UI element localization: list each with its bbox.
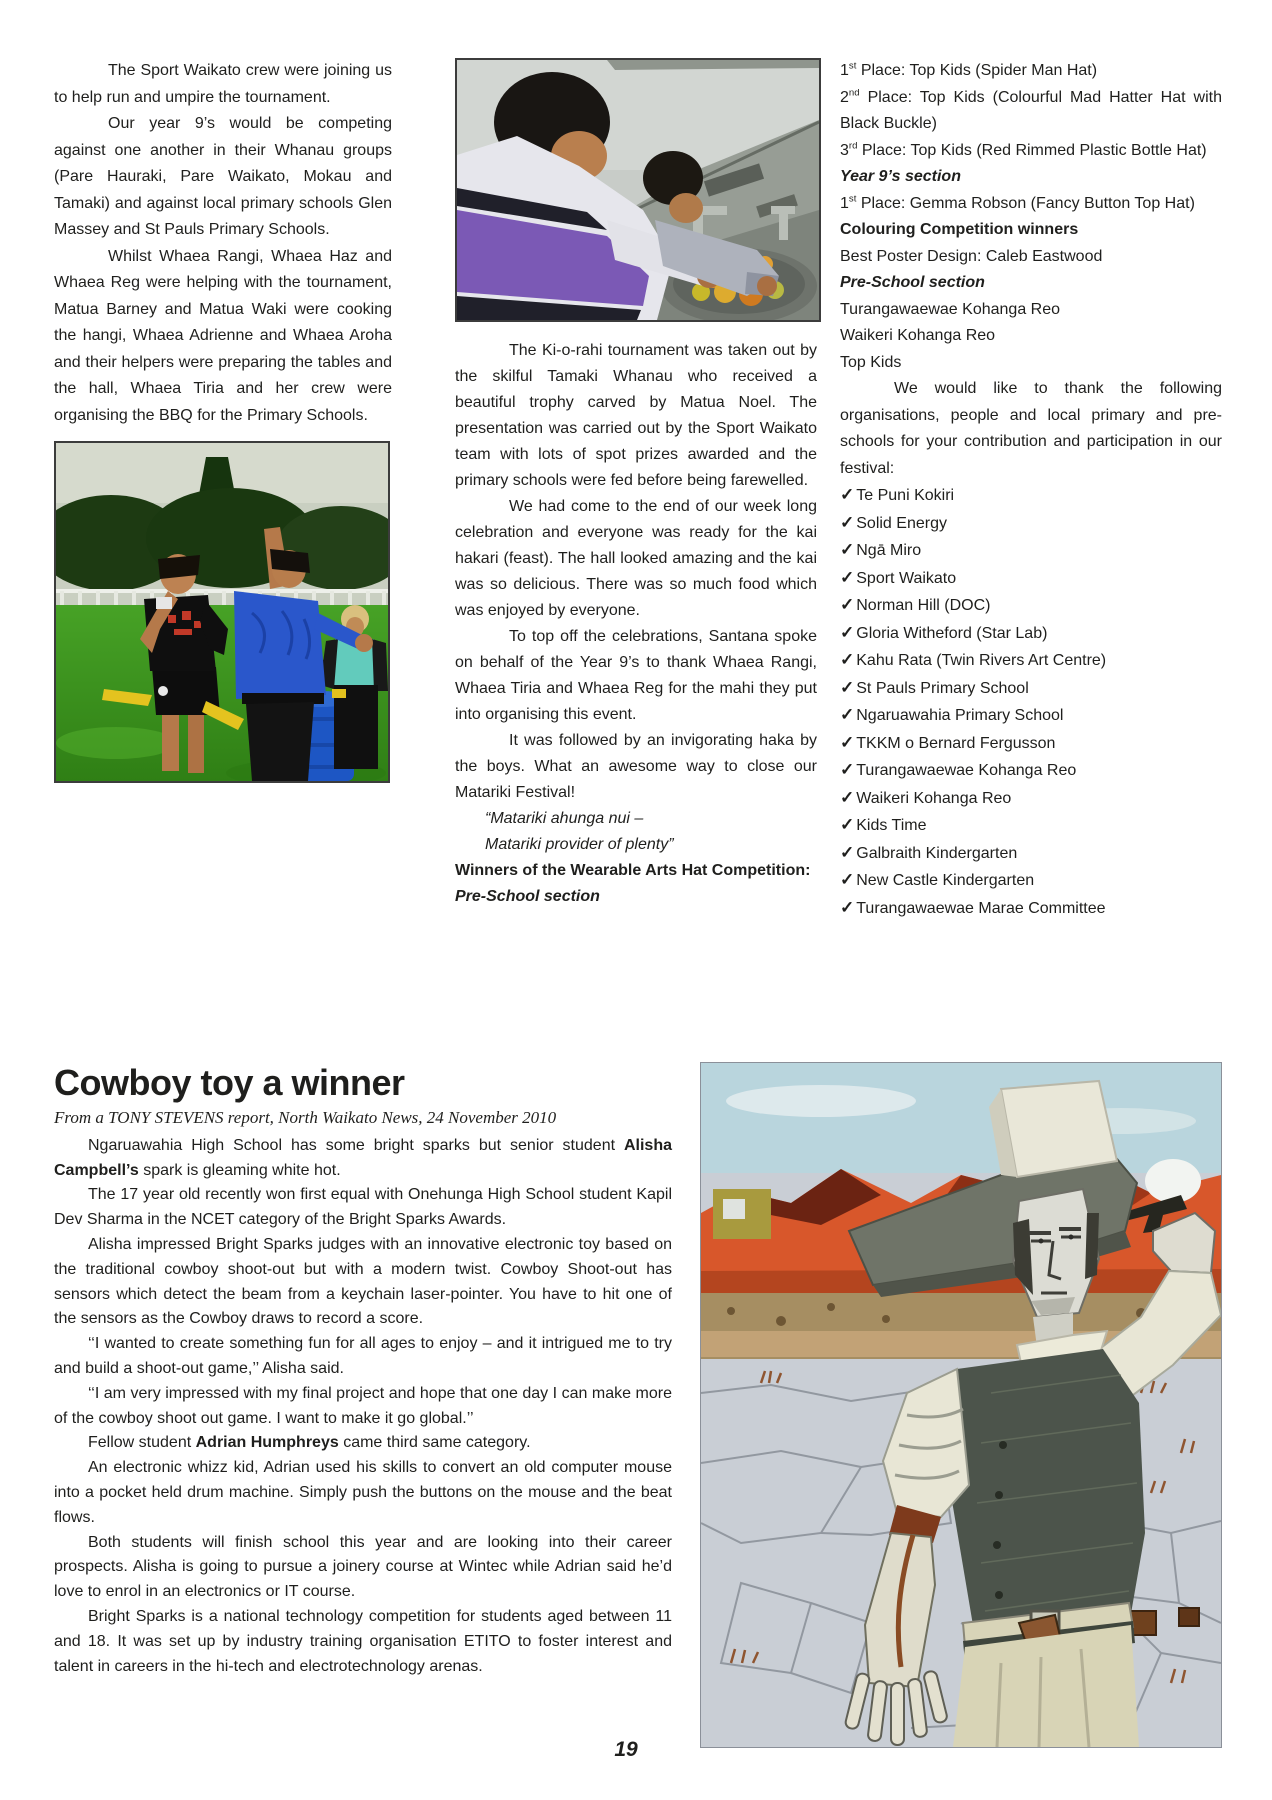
left-column [54,58,392,783]
check-icon: ✓ [840,842,855,862]
left-column-text [54,58,392,429]
checklist-item-label: Waikeri Kohanga Reo [856,789,1012,807]
checklist-item [840,895,1222,923]
text-block: Both students will finish school this year and are looking into their career prospects. Alisha is going to pursue a joinery course at Wintec while Adrian said he’d love to enrol in an electronics or IT course. [54,1533,672,1601]
check-icon: ✓ [840,567,855,587]
text-block: We would like to thank the following organisations, people and local primary and pre-schools for your contribution and participation in our festival: [840,380,1222,477]
right-column [840,58,1222,922]
checklist-item-label: Kids Time [856,817,927,834]
checklist-item [840,757,1222,785]
checklist-item-label: TKKM o Bernard Fergusson [856,734,1056,752]
text-block: Winners of the Wearable Arts Hat Competition: [455,862,811,879]
text-block: ‘‘I wanted to create something fun for all ages to enjoy – and it intrigued me to try and build a shoot-out game,’’ Alisha said. [54,1335,672,1378]
checklist-item-label: Gloria Witheford (Star Lab) [856,624,1048,642]
cowboy-artwork-illustration [701,1063,1221,1747]
sink-washing-photo [455,58,821,322]
checklist-item-label: Turangawaewae Marae Committee [856,899,1106,917]
checklist-item [840,592,1222,620]
checklist-item-label: Galbraith Kindergarten [856,844,1018,862]
text-block: 2nd Place: Top Kids (Colourful Mad Hatter Hat with Black Buckle) [840,87,1222,132]
checklist-item [840,785,1222,813]
thank-you-checklist [840,482,1222,922]
checklist-item [840,867,1222,895]
checklist-item [840,537,1222,565]
checklist-item-label: Kahu Rata (Twin Rivers Art Centre) [856,652,1107,669]
text-block: The 17 year old recently won first equal with Onehunga High School student Kapil Dev Sharma in the NCET category of the Bright Sparks Awards. [54,1186,672,1229]
checklist-item [840,482,1222,510]
text-block: An electronic whizz kid, Adrian used his skills to convert an old computer mouse into a pocket held drum machine. Simply push the buttons on the mouse and the beat flows. [54,1459,672,1526]
text-block: Turangawaewae Kohanga Reo [840,300,1061,318]
checklist-item [840,565,1222,593]
text-block: Our year 9’s would be competing against one another in their Whanau groups (Pare Hauraki, Pare Waikato, Mokau and Tamaki) and against local primary schools Glen Massey and St Pauls Primary Schools. [54,115,392,238]
text-block: ‘‘I am very impressed with my final project and hope that one day I can make more of the cowboy shoot out game. I want to make it go global.’’ [54,1384,672,1427]
middle-column [455,58,817,910]
text-block: Ngaruawahia High School has some bright sparks but senior student Alisha Campbell’s spark is gleaming white hot. [54,1136,672,1179]
check-icon: ✓ [840,512,855,532]
article-byline: From a TONY STEVENS report, North Waikato News, 24 November 2010 [54,1107,557,1127]
sink-washing-illustration [457,60,819,320]
text-block: Waikeri Kohanga Reo [840,327,996,344]
winners-list [840,58,1222,482]
checklist-item-label: New Castle Kindergarten [856,872,1035,889]
page-number: 19 [614,1738,638,1761]
text-block: Best Poster Design: Caleb Eastwood [840,247,1103,265]
checklist-item-label: Te Puni Kokiri [856,487,955,504]
checklist-item [840,675,1222,703]
text-block: 1st Place: Top Kids (Spider Man Hat) [840,60,1098,79]
text-block: 3rd Place: Top Kids (Red Rimmed Plastic Bottle Hat) [840,140,1207,159]
field-game-photo [54,441,390,783]
text-block: Top Kids [840,353,902,371]
text-block: The Sport Waikato crew were joining us to help run and umpire the tournament. [54,62,392,106]
check-icon: ✓ [840,705,855,724]
check-icon: ✓ [840,622,855,642]
cowboy-article [54,1064,672,1679]
middle-column-text [455,338,817,910]
checklist-item [840,620,1222,648]
checklist-item-label: Norman Hill (DOC) [856,597,991,614]
field-game-illustration [56,443,388,781]
text-block: “Matariki ahunga nui – [485,810,644,827]
checklist-item [840,840,1222,868]
check-icon: ✓ [840,870,855,889]
checklist-item-label: Turangawaewae Kohanga Reo [856,762,1077,779]
text-block: Year 9’s section [840,168,961,185]
checklist-item [840,812,1222,840]
checklist-item-label: Ngaruawahia Primary School [856,707,1064,724]
checklist-item-label: Sport Waikato [856,569,957,587]
text-block: Pre-School section [455,888,600,905]
check-icon: ✓ [840,677,855,697]
check-icon: ✓ [840,787,855,807]
text-block: 1st Place: Gemma Robson (Fancy Button Top Hat) [840,193,1195,212]
checklist-item [840,730,1222,758]
text-block: Pre-School section [840,274,985,291]
check-icon: ✓ [840,540,855,559]
check-icon: ✓ [840,650,855,669]
text-block: Colouring Competition winners [840,221,1079,238]
check-icon: ✓ [840,485,855,504]
checklist-item [840,702,1222,730]
text-block: We had come to the end of our week long celebration and everyone was ready for the kai hakari (feast). The hall looked amazing and the kai was so delicious. There was so much food which was enjoyed by everyone. [455,498,817,619]
checklist-item [840,510,1222,538]
text-block: The Ki-o-rahi tournament was taken out by the skilful Tamaki Whanau who received a beautiful trophy carved by Matua Noel. The presentation was carried out by the Sport Waikato team with lots of spot prizes awarded and the primary schools were fed before being farewelled. [455,342,817,489]
check-icon: ✓ [840,595,855,614]
check-icon: ✓ [840,732,855,752]
checklist-item-label: Ngā Miro [856,542,922,559]
checklist-item-label: Solid Energy [856,514,947,532]
article-body [54,1134,672,1680]
text-block: Fellow student Adrian Humphreys came third same category. [88,1434,531,1452]
article-title: Cowboy toy a winner [54,1062,405,1103]
text-block: To top off the celebrations, Santana spoke on behalf of the Year 9’s to thank Whaea Rangi, Whaea Tiria and Whaea Reg for the mahi they put into organising this event. [455,628,817,723]
cowboy-artwork-image [700,1062,1222,1748]
check-icon: ✓ [840,760,855,779]
text-block: It was followed by an invigorating haka by the boys. What an awesome way to close our Matariki Festival! [455,732,817,801]
checklist-item-label: St Pauls Primary School [856,679,1029,697]
text-block: Bright Sparks is a national technology competition for students aged between 11 and 18. It was set up by industry training organisation ETITO to foster interest and talent in careers in the hi-tech and electrotechnology arenas. [54,1608,672,1675]
checklist-item [840,647,1222,675]
text-block: Matariki provider of plenty” [485,836,674,853]
text-block: Alisha impressed Bright Sparks judges with an innovative electronic toy based on the traditional cowboy shoot-out but with a modern twist. Cowboy Shoot-out has sensors which detect the beam from a keychain laser-pointer. You have to hit one of the sensors as the Cowboy draws to record a score. [54,1236,672,1328]
check-icon: ✓ [840,815,855,834]
check-icon: ✓ [840,897,855,917]
text-block: Whilst Whaea Rangi, Whaea Haz and Whaea Reg were helping with the tournament, Matua Barney and Matua Waki were cooking the hangi, Whaea Adrienne and Whaea Aroha and their helpers were preparing the tables and the hall, Whaea Tiria and her crew were organising the BBQ for the Primary Schools. [54,247,392,424]
